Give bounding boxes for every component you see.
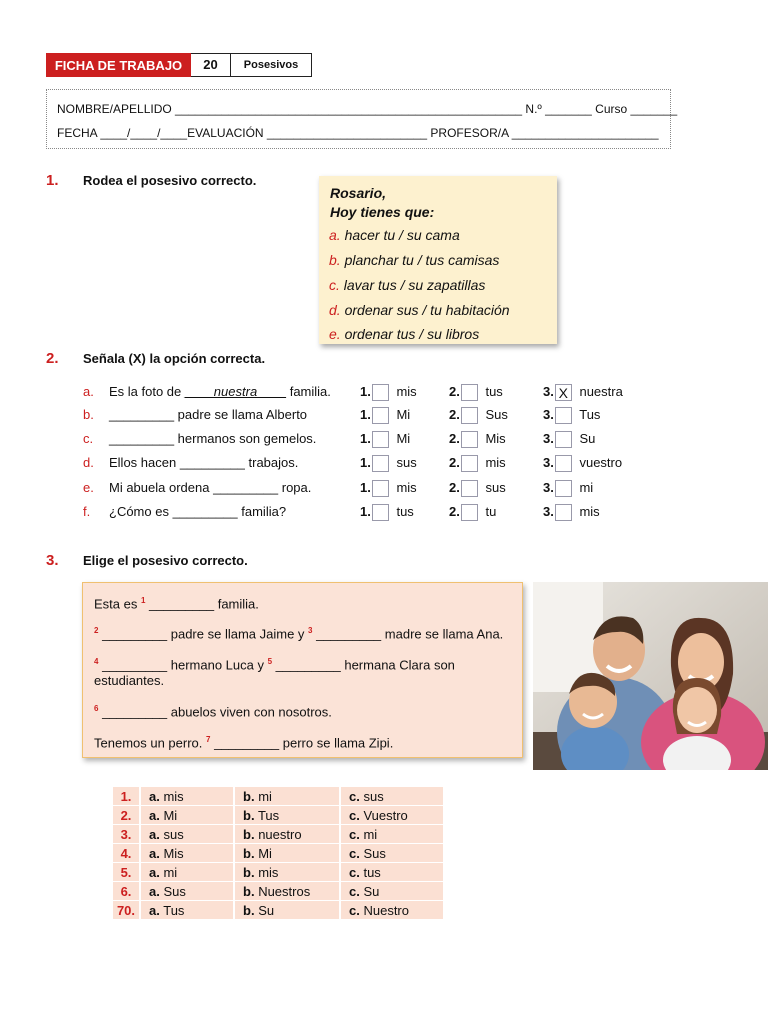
option-label: sus bbox=[485, 480, 506, 495]
note-item[interactable]: b. planchar tu / tus camisas bbox=[329, 252, 500, 268]
option-1: 1. mis bbox=[360, 384, 417, 401]
sentence: Ellos hacen _________ trabajos. bbox=[109, 455, 299, 470]
option-2: 2. tus bbox=[449, 384, 503, 401]
answer-option-b[interactable]: b. Tus bbox=[235, 806, 341, 824]
sheet-label: FICHA DE TRABAJO bbox=[46, 53, 191, 77]
checkbox[interactable] bbox=[555, 455, 572, 472]
family-photo bbox=[533, 582, 768, 770]
exercise-3-number: 3. bbox=[46, 552, 59, 569]
option-1: 1. sus bbox=[360, 455, 417, 472]
option-label: tus bbox=[485, 384, 503, 399]
checkbox[interactable] bbox=[372, 504, 389, 521]
option-3: 3. Su bbox=[543, 431, 595, 448]
exercise-2-row bbox=[83, 407, 683, 427]
date-line bbox=[57, 126, 659, 140]
answer-number: 6. bbox=[113, 882, 141, 900]
name-line[interactable]: NOMBRE/APELLIDO ____________________________________________________ N.º _______ Curso _______ bbox=[57, 102, 678, 116]
option-label: mi bbox=[579, 480, 594, 495]
option-3: 3. X nuestra bbox=[543, 384, 623, 402]
option-1: 1. tus bbox=[360, 504, 414, 521]
row-letter: a. bbox=[83, 384, 94, 399]
exercise-2-row bbox=[83, 431, 683, 451]
answer-number: 4. bbox=[113, 844, 141, 862]
answer-option-b[interactable]: b. Su bbox=[235, 901, 341, 919]
row-letter: f. bbox=[83, 504, 91, 519]
row-letter: c. bbox=[83, 431, 94, 446]
option-label: Mi bbox=[396, 407, 411, 422]
evaluation-field[interactable]: _______________________ bbox=[266, 126, 421, 140]
blank-3[interactable]: _________ madre se llama Ana. bbox=[312, 626, 504, 642]
option-label: tus bbox=[396, 504, 414, 519]
blank-4[interactable]: _________ hermano Luca y bbox=[98, 657, 268, 673]
blank-5[interactable]: _________ hermana Clara son bbox=[272, 657, 455, 673]
checkbox[interactable] bbox=[555, 431, 572, 448]
note-item[interactable]: d. ordenar sus / tu habitación bbox=[329, 302, 510, 318]
checkbox[interactable] bbox=[461, 504, 478, 521]
note-greeting: Rosario, bbox=[330, 185, 387, 201]
option-label: mis bbox=[396, 384, 417, 399]
option-label: mis bbox=[579, 504, 600, 519]
answer-option-c[interactable]: c. tus bbox=[341, 863, 445, 881]
answer-row bbox=[113, 901, 445, 919]
date-label: FECHA bbox=[57, 126, 101, 140]
date-field[interactable]: ____/____/____ bbox=[100, 126, 188, 140]
checkbox[interactable]: X bbox=[555, 384, 572, 401]
option-3: 3. mis bbox=[543, 504, 600, 521]
answer-row bbox=[113, 787, 445, 805]
answer-option-b[interactable]: b. Mi bbox=[235, 844, 341, 862]
answer-row bbox=[113, 806, 445, 824]
answer-option-a[interactable]: a. sus bbox=[141, 825, 235, 843]
exercise-3-instruction: Elige el posesivo correcto. bbox=[83, 553, 248, 568]
option-label: Tus bbox=[579, 407, 601, 422]
answer-option-a[interactable]: a. Mi bbox=[141, 806, 235, 824]
answer-number: 2. bbox=[113, 806, 141, 824]
option-label: sus bbox=[396, 455, 417, 470]
answer-option-a[interactable]: a. Mis bbox=[141, 844, 235, 862]
filled-blank: ____nuestra____ bbox=[184, 384, 287, 399]
checkbox[interactable] bbox=[461, 431, 478, 448]
answer-row bbox=[113, 882, 445, 900]
exercise-2-row bbox=[83, 384, 683, 404]
answer-number: 70. bbox=[113, 901, 141, 919]
checkbox[interactable] bbox=[461, 455, 478, 472]
option-3: 3. Tus bbox=[543, 407, 600, 424]
text-line-3: $^4$ _________ hermano Luca y $^5$ _________ hermana Clara son bbox=[94, 657, 455, 673]
note-item[interactable]: c. lavar tus / su zapatillas bbox=[329, 277, 486, 293]
worksheet-header bbox=[46, 53, 312, 77]
option-label: mis bbox=[485, 455, 506, 470]
sentence: _________ hermanos son gemelos. bbox=[109, 431, 317, 446]
answer-option-b[interactable]: b. mis bbox=[235, 863, 341, 881]
sentence: ¿Cómo es _________ familia? bbox=[109, 504, 287, 519]
answer-option-c[interactable]: c. Vuestro bbox=[341, 806, 445, 824]
note-item[interactable]: e. ordenar tus / su libros bbox=[329, 326, 480, 342]
answer-option-c[interactable]: c. mi bbox=[341, 825, 445, 843]
option-label: Mis bbox=[485, 431, 506, 446]
exercise-1-instruction: Rodea el posesivo correcto. bbox=[83, 173, 257, 188]
answer-number: 1. bbox=[113, 787, 141, 805]
blank-2[interactable]: _________ padre se llama Jaime y bbox=[98, 626, 309, 642]
exercise-2-row bbox=[83, 455, 683, 475]
option-3: 3. vuestro bbox=[543, 455, 622, 472]
student-info-box bbox=[46, 89, 678, 149]
exercise-2-number: 2. bbox=[46, 350, 59, 367]
row-letter: e. bbox=[83, 480, 94, 495]
checkbox[interactable] bbox=[372, 384, 389, 401]
sentence: Es la foto de ____nuestra____ familia. bbox=[109, 384, 331, 399]
answer-option-c[interactable]: c. Sus bbox=[341, 844, 445, 862]
checkbox[interactable] bbox=[461, 480, 478, 497]
option-1: 1. mis bbox=[360, 480, 417, 497]
checkbox[interactable] bbox=[372, 407, 389, 424]
row-letter: b. bbox=[83, 407, 94, 422]
answer-option-c[interactable]: c. sus bbox=[341, 787, 445, 805]
answer-number: 3. bbox=[113, 825, 141, 843]
checkbox[interactable] bbox=[461, 407, 478, 424]
row-letter: d. bbox=[83, 455, 94, 470]
note-card bbox=[319, 176, 557, 344]
sheet-number: 20 bbox=[191, 53, 231, 77]
answer-option-a[interactable]: a. Sus bbox=[141, 882, 235, 900]
answer-number: 5. bbox=[113, 863, 141, 881]
option-2: 2. tu bbox=[449, 504, 496, 521]
answer-option-b[interactable]: b. nuestro bbox=[235, 825, 341, 843]
teacher-field[interactable]: ______________________ bbox=[511, 126, 659, 140]
checkbox[interactable] bbox=[372, 431, 389, 448]
checkbox[interactable] bbox=[372, 480, 389, 497]
blank-6[interactable]: _________ abuelos viven con nosotros. bbox=[98, 704, 332, 720]
exercise-2-row bbox=[83, 480, 683, 500]
option-2: 2. Mis bbox=[449, 431, 506, 448]
answer-option-b[interactable]: b. mi bbox=[235, 787, 341, 805]
answer-option-a[interactable]: a. Tus bbox=[141, 901, 235, 919]
answer-row bbox=[113, 844, 445, 862]
text-line-1: Esta es $^1$ _________ familia. bbox=[94, 596, 259, 612]
sentence: Mi abuela ordena _________ ropa. bbox=[109, 480, 312, 495]
checkbox[interactable] bbox=[555, 480, 572, 497]
answer-option-c[interactable]: c. Nuestro bbox=[341, 901, 445, 919]
teacher-label: _ PROFESOR/A bbox=[420, 126, 512, 140]
option-label: tu bbox=[485, 504, 497, 519]
text-line-3b: estudiantes. bbox=[94, 673, 165, 688]
answer-row bbox=[113, 825, 445, 843]
option-label: Su bbox=[579, 431, 596, 446]
option-label: Mi bbox=[396, 431, 411, 446]
answer-option-a[interactable]: a. mi bbox=[141, 863, 235, 881]
note-item[interactable]: a. hacer tu / su cama bbox=[329, 227, 460, 243]
exercise-1-number: 1. bbox=[46, 172, 59, 189]
option-label: Sus bbox=[485, 407, 508, 422]
blank-7[interactable]: _________ perro se llama Zipi. bbox=[210, 735, 394, 751]
option-3: 3. mi bbox=[543, 480, 593, 497]
option-label: mis bbox=[396, 480, 417, 495]
option-label: vuestro bbox=[579, 455, 623, 470]
text-line-2: $^2$ _________ padre se llama Jaime y $^3$ _________ madre se llama Ana. bbox=[94, 626, 504, 642]
exercise-2-instruction: Señala (X) la opción correcta. bbox=[83, 351, 266, 366]
blank-1[interactable]: _________ familia. bbox=[145, 596, 259, 612]
note-subtitle: Hoy tienes que: bbox=[330, 204, 435, 220]
option-1: 1. Mi bbox=[360, 407, 410, 424]
text-line-4: $^6$ _________ abuelos viven con nosotros. bbox=[94, 704, 332, 720]
checkbox[interactable] bbox=[372, 455, 389, 472]
option-2: 2. sus bbox=[449, 480, 506, 497]
checkbox[interactable] bbox=[461, 384, 478, 401]
option-1: 1. Mi bbox=[360, 431, 410, 448]
checkbox[interactable] bbox=[555, 504, 572, 521]
answer-options-table bbox=[113, 786, 445, 920]
answer-option-a[interactable]: a. mis bbox=[141, 787, 235, 805]
option-2: 2. Sus bbox=[449, 407, 508, 424]
text-line-5: Tenemos un perro. $^7$ _________ perro se llama Zipi. bbox=[94, 735, 394, 751]
option-2: 2. mis bbox=[449, 455, 506, 472]
sentence: _________ padre se llama Alberto bbox=[109, 407, 308, 422]
evaluation-label: EVALUACIÓN bbox=[187, 126, 267, 140]
option-label: nuestra bbox=[579, 384, 623, 399]
answer-option-c[interactable]: c. Su bbox=[341, 882, 445, 900]
answer-option-b[interactable]: b. Nuestros bbox=[235, 882, 341, 900]
sheet-topic: Posesivos bbox=[231, 53, 312, 77]
exercise-2-row bbox=[83, 504, 683, 524]
checkbox[interactable] bbox=[555, 407, 572, 424]
answer-row bbox=[113, 863, 445, 881]
fill-in-text-box bbox=[82, 582, 523, 758]
